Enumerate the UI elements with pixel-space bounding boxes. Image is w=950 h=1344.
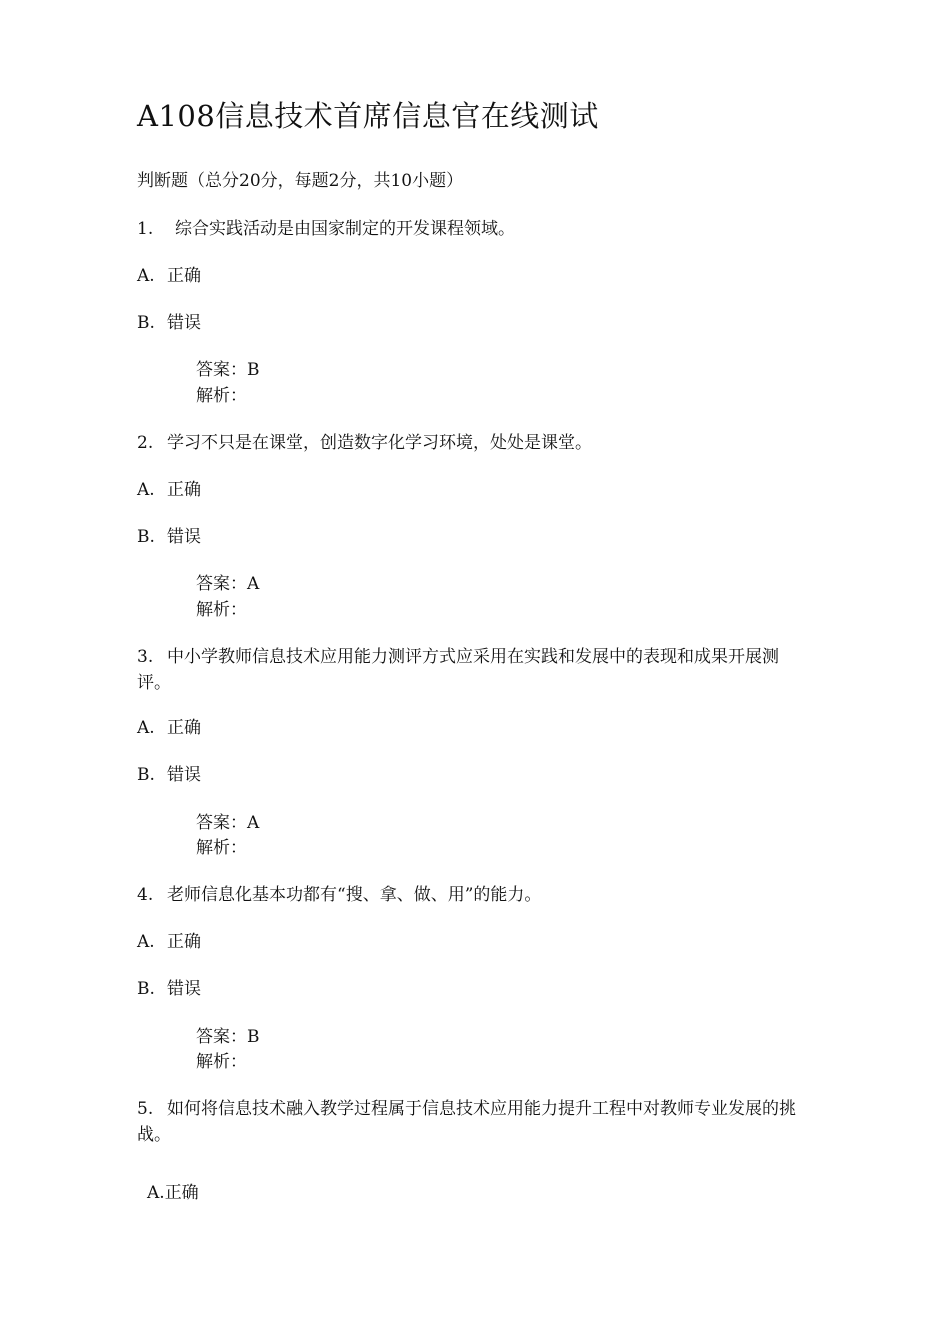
option-a [137, 477, 201, 503]
option-b [137, 976, 201, 1002]
section-header: 判断题（总分20分，每题2分，共10小题） [137, 171, 464, 191]
question-4 [137, 882, 541, 908]
question-text: 老师信息化基本功都有“搜、拿、做、用”的能力。 [167, 885, 542, 905]
question-3 [137, 644, 805, 696]
question-1 [137, 216, 515, 242]
option-letter: B. [137, 979, 155, 999]
question-number: 1. [137, 219, 154, 239]
option-letter: A. [137, 480, 155, 500]
answer: 答案：B [196, 1027, 260, 1047]
question-number: 5. [137, 1099, 154, 1119]
option-b [137, 524, 201, 550]
option-text: 正确 [164, 1183, 199, 1203]
option-b [137, 762, 201, 788]
answer: 答案：B [196, 360, 260, 380]
option-text: 错误 [167, 765, 201, 785]
option-b [137, 310, 201, 336]
option-a [137, 929, 201, 955]
option-letter: B. [137, 765, 155, 785]
question-number: 2. [137, 433, 154, 453]
answer: 答案：A [196, 813, 260, 833]
option-letter: B. [137, 527, 155, 547]
option-text: 错误 [167, 527, 201, 547]
option-text: 正确 [167, 480, 201, 500]
option-letter: A. [147, 1183, 165, 1203]
question-2 [137, 430, 592, 456]
option-a [137, 715, 201, 741]
option-a [137, 263, 201, 289]
analysis: 解析： [196, 1052, 247, 1072]
analysis: 解析： [196, 600, 247, 620]
answer: 答案：A [196, 574, 260, 594]
question-5 [137, 1096, 805, 1148]
option-letter: A. [137, 718, 155, 738]
question-number: 4. [137, 885, 154, 905]
question-text: 学习不只是在课堂，创造数字化学习环境，处处是课堂。 [167, 433, 592, 453]
option-text: 错误 [167, 313, 201, 333]
analysis: 解析： [196, 386, 247, 406]
question-number: 3. [137, 647, 154, 667]
option-letter: B. [137, 313, 155, 333]
question-text: 如何将信息技术融入教学过程属于信息技术应用能力提升工程中对教师专业发展的挑战。 [137, 1099, 796, 1145]
question-text: 中小学教师信息技术应用能力测评方式应采用在实践和发展中的表现和成果开展测评。 [137, 647, 779, 693]
option-letter: A. [137, 266, 155, 286]
analysis: 解析： [196, 838, 247, 858]
option-text: 错误 [167, 979, 201, 999]
question-text: 综合实践活动是由国家制定的开发课程领域。 [175, 219, 515, 239]
option-letter: A. [137, 932, 155, 952]
page-title: A108信息技术首席信息官在线测试 [137, 99, 599, 133]
option-text: 正确 [167, 932, 201, 952]
option-text: 正确 [167, 718, 201, 738]
option-a [147, 1180, 199, 1206]
option-text: 正确 [167, 266, 201, 286]
